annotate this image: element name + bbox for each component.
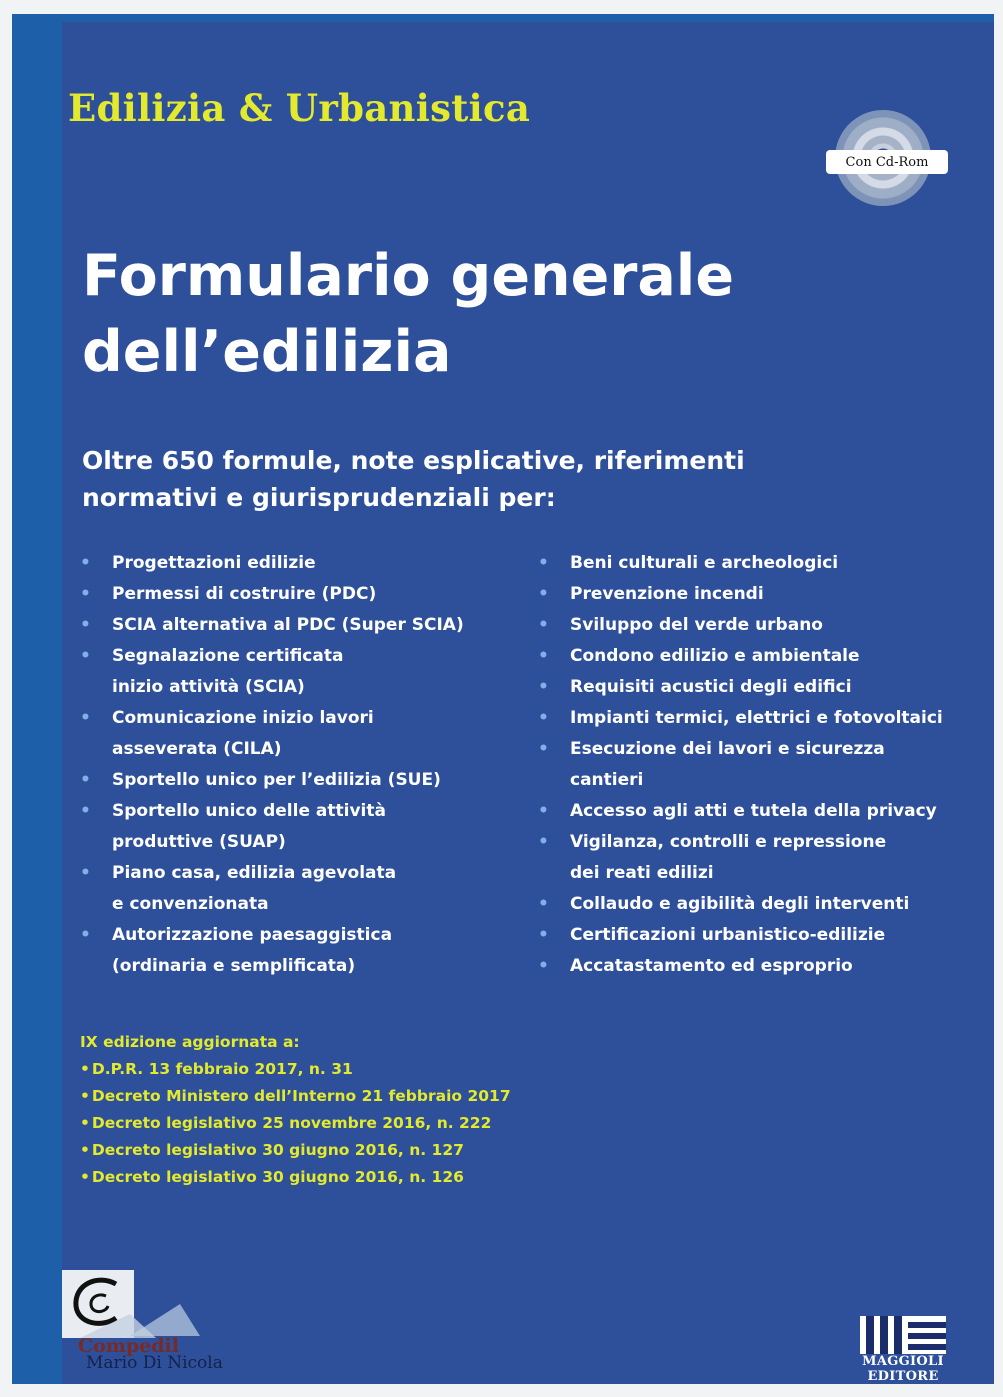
cd-rom-badge: Con Cd-Rom xyxy=(826,150,948,174)
series-title: Edilizia & Urbanistica xyxy=(68,86,531,130)
topic-item: • Sportello unico delle attività xyxy=(80,796,464,827)
edition-heading: IX edizione aggiornata a: xyxy=(80,1033,300,1051)
topic-item: • Certificazioni urbanistico-edilizie xyxy=(538,920,943,951)
topic-item: e convenzionata xyxy=(112,894,269,914)
subtitle-line-2: normativi e giurisprudenziali per: xyxy=(82,483,556,512)
publisher-logo xyxy=(848,1316,958,1384)
topic-item: • Segnalazione certificata xyxy=(80,641,464,672)
topic-item: inizio attività (SCIA) xyxy=(112,677,305,697)
edition-item xyxy=(80,1056,511,1083)
edition-item xyxy=(80,1110,511,1137)
edition-item-text: D.P.R. 13 febbraio 2017, n. 31 xyxy=(91,1060,353,1078)
topic-item: asseverata (CILA) xyxy=(112,739,282,759)
topic-item: produttive (SUAP) xyxy=(112,832,286,852)
maggioli-logo-icon xyxy=(860,1316,946,1354)
edition-item-text: Decreto Ministero dell’Interno 21 febbraio 2017 xyxy=(91,1087,511,1105)
topic-item: dei reati edilizi xyxy=(570,863,714,883)
book-title xyxy=(82,238,734,390)
book-cover xyxy=(12,14,994,1384)
topic-item: • Sviluppo del verde urbano xyxy=(538,610,943,641)
topic-item: • Comunicazione inizio lavori xyxy=(80,703,464,734)
topics-list-left xyxy=(80,548,464,982)
author-name: Mario Di Nicola xyxy=(86,1353,223,1373)
topic-item: • SCIA alternativa al PDC (Super SCIA) xyxy=(80,610,464,641)
book-subtitle xyxy=(82,442,745,516)
topic-item: • Collaudo e agibilità degli interventi xyxy=(538,889,943,920)
book-title-line-1: Formulario generale xyxy=(82,243,734,309)
edition-bullet: • xyxy=(80,1060,90,1078)
topic-item: • Accatastamento ed esproprio xyxy=(538,951,943,982)
topic-item: • Impianti termici, elettrici e fotovoltaici xyxy=(538,703,943,734)
edition-item-text: Decreto legislativo 30 giugno 2016, n. 127 xyxy=(91,1141,464,1159)
topic-item: • Progettazioni edilizie xyxy=(80,548,464,579)
topic-item: • Esecuzione dei lavori e sicurezza xyxy=(538,734,943,765)
edition-bullet: • xyxy=(80,1114,90,1132)
topic-item: • Condono edilizio e ambientale xyxy=(538,641,943,672)
edition-item-text: Decreto legislativo 25 novembre 2016, n. 222 xyxy=(91,1114,492,1132)
topic-item: (ordinaria e semplificata) xyxy=(112,956,356,976)
topic-item: • Vigilanza, controlli e repressione xyxy=(538,827,943,858)
publisher-name-line-2: EDITORE xyxy=(867,1369,939,1384)
topics-list-right xyxy=(538,548,943,982)
edition-bullet: • xyxy=(80,1141,90,1159)
topic-item: • Sportello unico per l’edilizia (SUE) xyxy=(80,765,464,796)
topic-item: • Permessi di costruire (PDC) xyxy=(80,579,464,610)
edition-item xyxy=(80,1137,511,1164)
edition-bullet: • xyxy=(80,1168,90,1186)
topic-item: • Requisiti acustici degli edifici xyxy=(538,672,943,703)
topic-item: • Beni culturali e archeologici xyxy=(538,548,943,579)
topic-item: • Accesso agli atti e tutela della privacy xyxy=(538,796,943,827)
compedil-logo-text: Compedil xyxy=(78,1335,179,1357)
subtitle-line-1: Oltre 650 formule, note esplicative, riferimenti xyxy=(82,446,745,475)
edition-item-text: Decreto legislativo 30 giugno 2016, n. 126 xyxy=(91,1168,464,1186)
edition-bullet: • xyxy=(80,1087,90,1105)
topic-item: cantieri xyxy=(570,770,644,790)
compedil-logo-icon xyxy=(60,1266,202,1362)
book-title-line-2: dell’edilizia xyxy=(82,319,452,385)
topic-item: • Piano casa, edilizia agevolata xyxy=(80,858,464,889)
publisher-name-line-1: MAGGIOLI xyxy=(862,1354,944,1369)
edition-item xyxy=(80,1164,511,1191)
topic-item: • Autorizzazione paesaggistica xyxy=(80,920,464,951)
edition-item xyxy=(80,1083,511,1110)
edition-notes xyxy=(80,1029,511,1191)
topic-item: • Prevenzione incendi xyxy=(538,579,943,610)
edition-items xyxy=(80,1056,511,1191)
